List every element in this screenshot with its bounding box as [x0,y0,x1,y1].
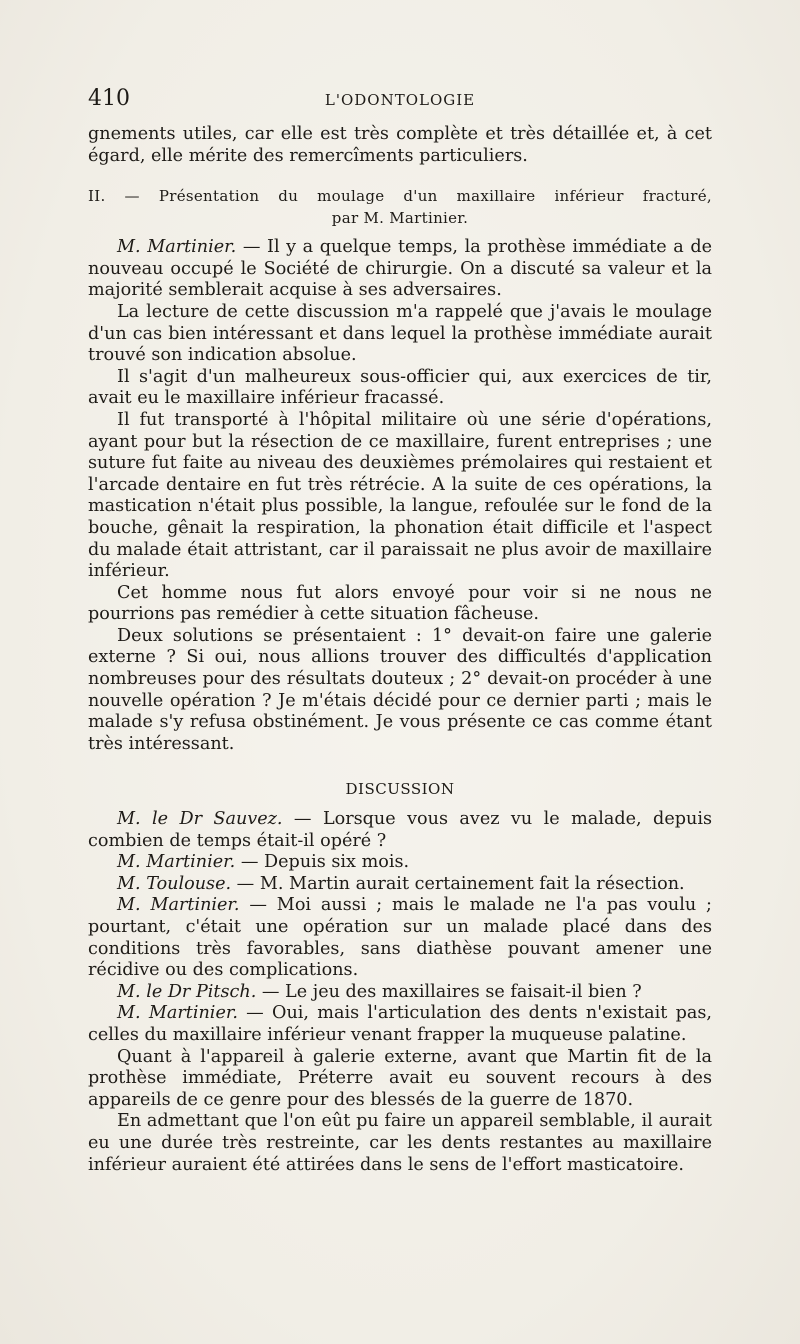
intro-paragraph [88,237,712,302]
exchange [88,874,712,896]
section-heading-line1: II. — Présentation du moulage d'un maxillaire inférieur fracturé, [88,187,712,206]
page-body [88,124,712,1176]
exchange-text: — Moi aussi ; mais le malade ne l'a pas voulu ; pourtant, c'était une opération sur un malade placé dans des conditions très favorables, sans diathèse pouvant amener une récidive ou des complications. [88,895,712,981]
exchange-text: — M. Martin aurait certainement fait la résection. [231,873,685,894]
paragraph: La lecture de cette discussion m'a rappelé que j'avais le moulage d'un cas bien intéressant et dans lequel la prothèse immédiate aurait trouvé son indication absolue. [88,301,712,366]
section-heading [88,185,712,229]
speaker-name: M. le Dr Pitsch. [117,981,257,1002]
speaker-name: M. Martinier. [117,1003,238,1024]
exchange [88,809,712,852]
running-title: L'ODONTOLOGIE [324,91,476,109]
paragraph: Il s'agit d'un malheureux sous-officier qui, aux exercices de tir, avait eu le maxillaire inférieur fracassé. [88,366,712,409]
paragraph: En admettant que l'on eût pu faire un appareil semblable, il aurait eu une durée très restreinte, car les dents restantes au maxillaire inférieur auraient été attirées dans le sens de l'effort masticatoire. [88,1111,712,1175]
exchange-text: — Le jeu des maxillaires se faisait-il bien ? [256,981,642,1002]
speaker-name: M. Toulouse. [117,873,232,894]
exchange [88,1003,712,1046]
page-number: 410 [88,86,130,111]
exchange-text: — Lorsque vous avez vu le malade, depuis combien de temps était-il opéré ? [88,809,712,851]
page-header [88,86,712,114]
paragraph-text: — Il y a quelque temps, la prothèse immédiate a de nouveau occupé le Société de chirurgie. On a discuté sa valeur et la majorité semblerait acquise à ses adversaires. [88,237,712,301]
section-heading-line2: par M. Martinier. [331,209,469,228]
exchange [88,982,712,1004]
speaker-name: M. le Dr Sauvez. [117,809,283,830]
exchange-text: — Depuis six mois. [235,852,410,873]
discussion-heading: DISCUSSION [345,780,455,799]
exchange [88,852,712,874]
continuation-paragraph: gnements utiles, car elle est très complète et très détaillée et, à cet égard, elle mérite des remercîments particuliers. [88,124,712,166]
paragraph: Quant à l'appareil à galerie externe, avant que Martin fit de la prothèse immédiate, Préterre avait eu souvent recours à des appareils de ce genre pour des blessés de la guerre de 1870. [88,1046,712,1110]
exchange [88,895,712,981]
paragraph: Il fut transporté à l'hôpital militaire où une série d'opérations, ayant pour but la résection de ce maxillaire, furent entreprises ; une suture fut faite au niveau des deuxièmes prémolaires qui restaient et l'arcade dentaire en fut très rétrécie. A la suite de ces opérations, la mastication n'était plus possible, la langue, refoulée sur le fond de la bouche, gênait la respiration, la phonation était difficile et l'aspect du malade était attristant, car il paraissait ne plus avoir de maxillaire inférieur. [88,409,712,582]
paragraph: Deux solutions se présentaient : 1° devait-on faire une galerie externe ? Si oui, nous allions trouver des difficultés d'application nombreuses pour des résultats douteux ; 2° devait-on procéder à une nouvelle opération ? Je m'étais décidé pour ce dernier parti ; mais le malade s'y refusa obstinément. Je vous présente ce cas comme étant très intéressant. [88,625,712,754]
paragraph: Cet homme nous fut alors envoyé pour voir si ne nous ne pourrions pas remédier à cette situation fâcheuse. [88,582,712,625]
speaker-name: M. Martinier. [117,237,237,258]
speaker-name: M. Martinier. [117,895,240,916]
exchange-text: — Oui, mais l'articulation des dents n'existait pas, celles du maxillaire inférieur venant frapper la muqueuse palatine. [88,1003,712,1045]
speaker-name: M. Martinier. [117,852,236,873]
